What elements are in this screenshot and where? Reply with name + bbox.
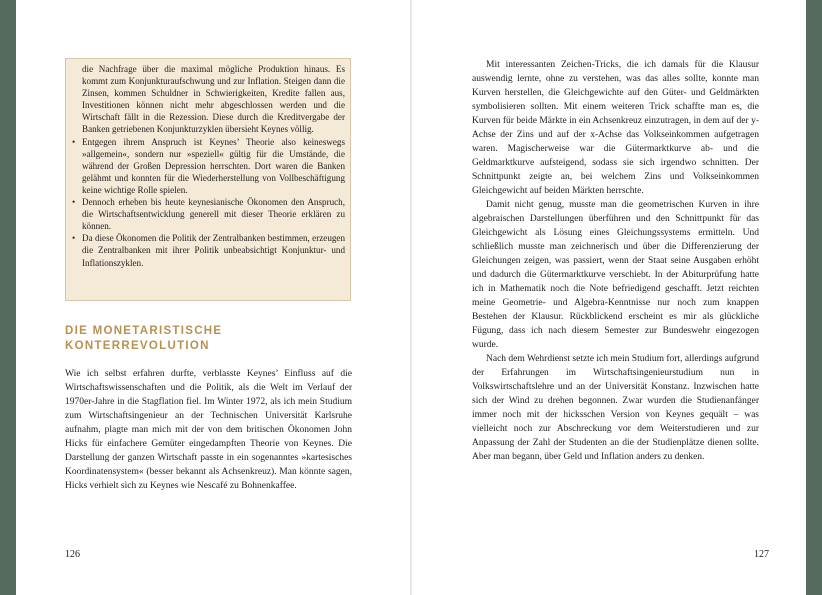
- left-body-text: [65, 367, 352, 493]
- right-page: [412, 0, 806, 595]
- box-bullet-3: • Da diese Ökonomen die Politik der Zentralbanken bestimmen, erzeugen die Zentralbanken mit ihrer Politik unbeabsichtigt Konjunktur- und Inflationszyklen.: [72, 232, 345, 268]
- right-paragraph-2: Damit nicht genug, musste man die geometrischen Kurven in ihre algebraischen Darstellungen überführen und den Schnittpunkt für das Gleichgewicht als Lösung eines Gleichungssystems ermitteln. Und schließlich musste man zeichnerisch und über die Differenzierung der Gleichungen zeigen, was passiert, wenn der Staat seine Ausgaben erhöht und dadurch die Gütermarktkurve verschiebt. In der Abiturprüfung hatte ich in Mathematik noch die Note befriedigend geschafft. Jetzt reichten meine Geometrie- und Algebra-Kenntnisse nur noch zum knappen Bestehen der Klausur. Rückblickend erscheint es mir als glückliche Fügung, dass ich nach diesem Semester zur Bundeswehr eingezogen wurde.: [472, 200, 759, 350]
- right-paragraph-3: Nach dem Wehrdienst setzte ich mein Studium fort, allerdings aufgrund der Erfahrungen im Wirtschaftsingenieurstudium nun in Volkswirtschaftslehre und an der Universität Konstanz. Inzwischen hatte sich der Wind zu drehen begonnen. Zwar wurden die Studienanfänger immer noch mit der hicksschen Version von Keynes gequält – was vielleicht noch zur Abschreckung vor dem Weiterstudieren und zur Anpassung der Zahl der Studenten an die der Studienplätze dienen sollte. Aber man begann, über Geld und Inflation anders zu denken.: [472, 354, 759, 462]
- right-paragraph-1: Mit interessanten Zeichen-Tricks, die ich damals für die Klausur auswendig lernte, ohne zu verstehen, was das alles sollte, konnte man Kurven herstellen, die Gleichgewichte auf den Güter- und Geldmärkten symbolisieren sollten. Mit einem weiteren Trick schaffte man es, die Kurven für beide Märkte in ein Achsenkreuz einzutragen, in dem auf der y-Achse der Zins und auf der x-Achse das Volkseinkommen aufgetragen waren. Magischerweise war die Gütermarktkurve ab- und die Geldmarktkurve aufsteigend, sodass sie sich irgendwo schnitten. Der Schnittpunkt zeigte an, bei welchem Zins und Volkseinkommen Gleichgewicht auf beiden Märkten herrschte.: [472, 60, 759, 196]
- page-number-right: 127: [754, 549, 769, 560]
- box-bullet-1: • Entgegen ihrem Anspruch ist Keynes’ Theorie also keineswegs »allgemein«, sondern nur »speziell« gültig für die Umstände, die während der Großen Depression herrschten. Dort waren die Banken gelähmt und konnten für die Wiederherstellung von Vollbeschäftigung keine wichtige Rolle spielen.: [72, 136, 345, 196]
- page-number-left: 126: [65, 549, 80, 560]
- summary-box: [65, 58, 351, 301]
- right-body-text: [472, 58, 759, 464]
- book-spread: [16, 0, 806, 595]
- box-intro-text: die Nachfrage über die maximal mögliche Produktion hinaus. Es kommt zum Konjunkturaufschwung und zur Inflation. Steigen dann die Zinsen, kommen Schuldner in Schwierigkeiten, Kredite fallen aus, Investitionen können nicht mehr abgeschlossen werden und die Wirtschaft fällt in die Rezession. Diese durch die Kreditvergabe der Banken getriebenen Konjunkturzyklen übersieht Keynes völlig.: [82, 64, 345, 135]
- section-heading: [65, 324, 365, 354]
- left-paragraph: Wie ich selbst erfahren durfte, verblasste Keynes’ Einfluss auf die Wirtschaftswissenschaften und die Politik, als die Welt im Verlauf der 1970er-Jahre in die Stagflation fiel. Im Winter 1972, als ich mein Studium zum Wirtschaftsingenieur an der Technischen Universität Karlsruhe aufnahm, plagte man mich mit der von dem britischen Ökonomen John Hicks für einfachere Gemüter eingedampften Theorie von Keynes. Die Darstellung der ganzen Wirtschaft passte in ein sogenanntes »kartesisches Koordinatensystem« (besser bekannt als Achsenkreuz). Man könnte sagen, Hicks verhielt sich zu Keynes wie Nescafé zu Bohnenkaffee.: [65, 369, 352, 491]
- section-heading-line-1: DIE MONETARISTISCHE: [65, 325, 223, 337]
- left-page: [16, 0, 410, 595]
- section-heading-line-2: KONTERREVOLUTION: [65, 340, 210, 352]
- box-bullet-2: • Dennoch erheben bis heute keynesianische Ökonomen den Anspruch, die Wirtschaftsentwicklung generell mit dieser Theorie erklären zu können.: [72, 196, 345, 232]
- box-bullet-list: [72, 136, 345, 269]
